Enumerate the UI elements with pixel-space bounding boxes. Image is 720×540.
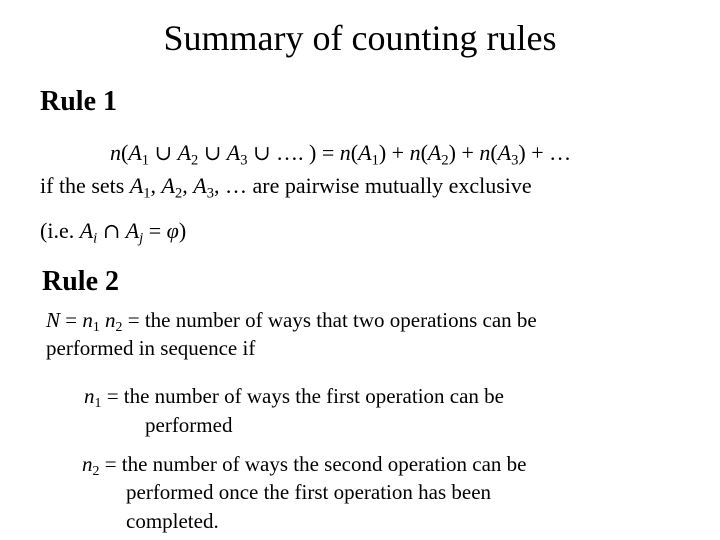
- rule1-condition: if the sets $A_1$, $A_2$, $A_3$, … are pairwise mutually exclusive: [40, 173, 532, 202]
- rule2-line2: performed in sequence if: [46, 336, 256, 360]
- n1-definition-cont: performed: [145, 413, 233, 437]
- n2-definition-cont1: performed once the first operation has been: [126, 480, 492, 504]
- n1-definition: $n_1$ = the number of ways the first operation can be: [84, 384, 504, 411]
- n2-definition: $n_2$ = the number of ways the second operation can be: [82, 452, 527, 479]
- rule2-heading: Rule 2: [42, 266, 119, 297]
- rule1-formula: $n(A_1$ ∪ $A_2$ ∪ $A_3$ ∪ …. ) = $n(A_1) + n(A_2) + n(A_3)$ + …: [110, 140, 572, 169]
- rule2-line1: $N = n_1$ $n_2$ = the number of ways that two operations can be: [46, 308, 537, 335]
- rule1-ie-note: (i.e. $A_i$ ∩ $A_j = \varphi$): [40, 218, 187, 247]
- n2-definition-cont2: completed.: [126, 509, 219, 533]
- rule1-heading: Rule 1: [40, 86, 117, 117]
- slide-title: Summary of counting rules: [163, 18, 557, 58]
